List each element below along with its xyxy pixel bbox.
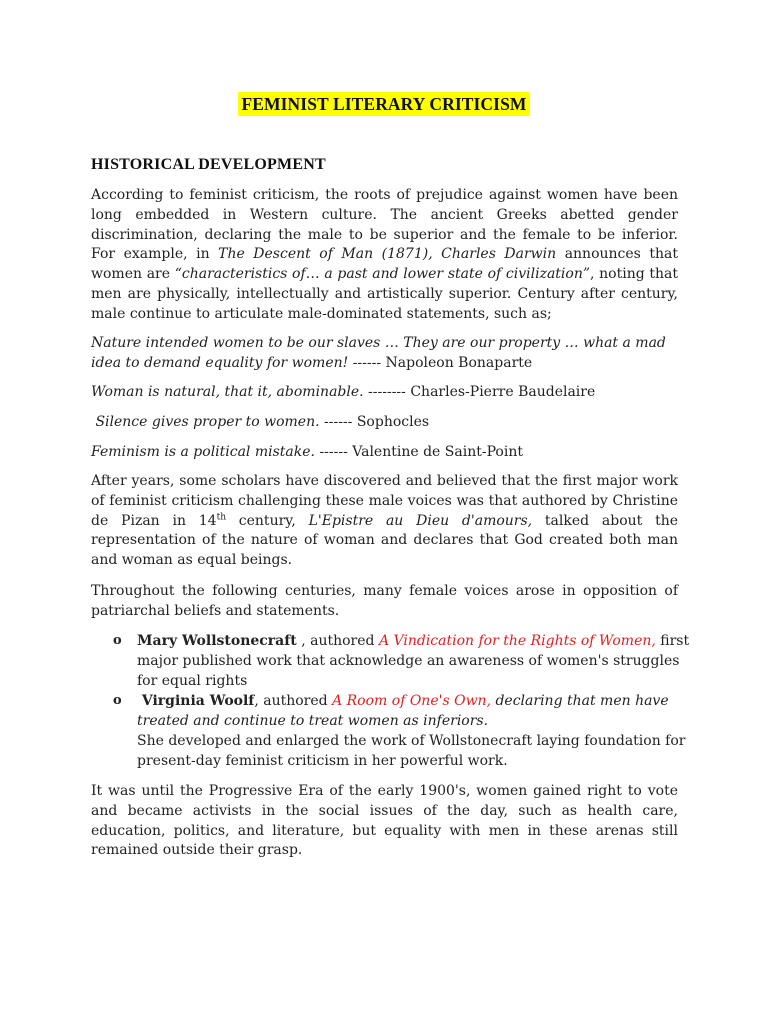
superscript-th: th — [216, 511, 226, 522]
quote-attribution: ------ Sophocles — [319, 414, 430, 430]
quote-text: Silence gives proper to women. — [91, 414, 320, 430]
title-wrapper — [0, 92, 768, 116]
work-legacy: She developed and enlarged the work of Wollstonecraft laying foundation for present-day feminist criticism in her powerful work. — [137, 733, 686, 769]
work-description: first major published work that acknowledge an awareness of women's struggles for equal rights — [137, 633, 690, 689]
author-name: Mary Wollstonecraft — [137, 633, 297, 649]
quote-attribution: -------- Charles-Pierre Baudelaire — [363, 384, 596, 400]
section-heading: HISTORICAL DEVELOPMENT — [91, 156, 326, 173]
bullet-marker: o — [113, 693, 122, 708]
intro-text-1: According to feminist criticism, the roots of prejudice against women have been long embedded in Western culture. The ancient Greeks abetted gender discrimination, declaring the male to be superior and the female to be inferior. For example, in — [91, 187, 678, 263]
quote-sophocles — [91, 413, 691, 433]
paragraph-centuries: Throughout the following centuries, many female voices arose in opposition of patriarchal beliefs and statements. — [91, 583, 678, 619]
quote-text: Feminism is a political mistake. — [91, 444, 315, 460]
list-item — [91, 691, 691, 771]
work-title: A Vindication for the Rights of Women, — [378, 633, 656, 649]
intro-book-ref: The Descent of Man (1871), Charles Darwin — [218, 246, 557, 263]
quote-text: Woman is natural, that it, abominable. — [91, 384, 364, 400]
list-item — [91, 631, 691, 691]
quote-attribution: ------ Valentine de Saint-Point — [315, 444, 523, 460]
pizan-text-3: talked about the representation of the nature of woman and declares that God created both man and woman as equal beings. — [91, 512, 678, 569]
authored-text: , authored — [296, 633, 379, 649]
intro-text-3: , noting that men are physically, intellectually and artistically superior. Century after century, male continue to articulate male-dominated statements, such as; — [91, 266, 678, 322]
author-name: Virginia Woolf — [137, 693, 255, 709]
quote-saint-point — [91, 443, 691, 463]
intro-text-2: announces that women are — [91, 246, 678, 283]
document-title: FEMINIST LITERARY CRITICISM — [238, 92, 529, 116]
bullet-marker: o — [113, 633, 122, 648]
paragraph-pizan — [91, 472, 678, 571]
paragraph-progressive-era: It was until the Progressive Era of the early 1900's, women gained right to vote and became activists in the social issues of the day, such as health care, education, politics, and literature, but equality with men in these arenas still remained outside their grasp. — [91, 783, 678, 859]
pizan-text-2: century, — [226, 512, 309, 529]
pizan-work-title: L'Epistre au Dieu d'amours, — [308, 512, 533, 529]
quote-baudelaire — [91, 383, 691, 403]
bullet-list — [91, 631, 691, 771]
intro-darwin-quote: “characteristics of… a past and lower state of civilization” — [174, 266, 590, 283]
quote-attribution: ------ Napoleon Bonaparte — [348, 354, 533, 371]
authored-text: , authored — [254, 693, 333, 709]
pizan-text-1: After years, some scholars have discovered and believed that the first major work of feminist criticism challenging these male voices was that authored by Christine de Pizan in 14 — [91, 473, 678, 529]
quote-napoleon — [91, 334, 686, 374]
work-description: declaring that men have treated and continue to treat women as inferiors. — [137, 693, 669, 729]
paragraph-intro — [91, 186, 678, 325]
work-title: A Room of One's Own, — [332, 693, 492, 709]
quote-text: Nature intended women to be our slaves … They are our property … what a mad idea to demand equality for women! — [91, 335, 666, 371]
